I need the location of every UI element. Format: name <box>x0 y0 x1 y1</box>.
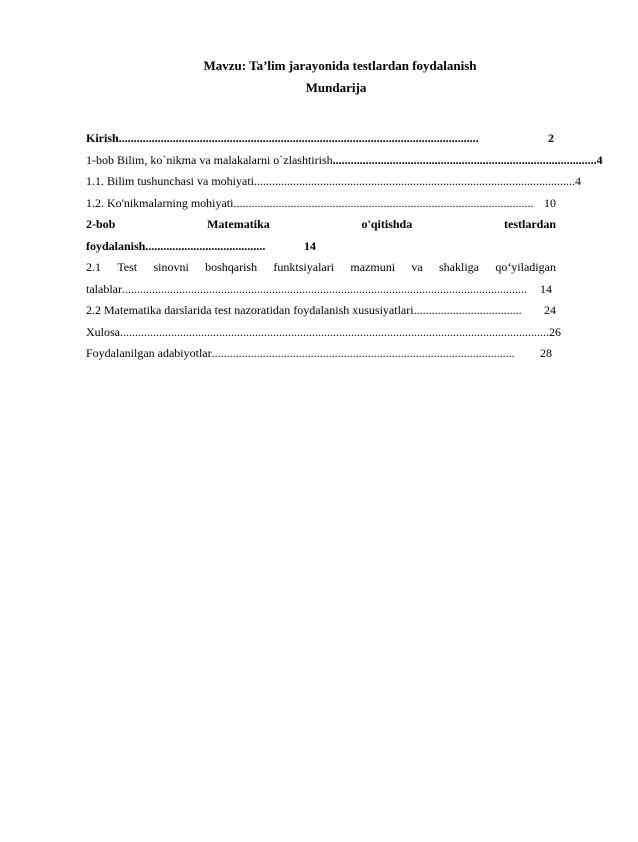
toc-entry-2-1-line-2 <box>86 279 552 301</box>
toc-entry-label: Kirish <box>86 131 119 145</box>
toc-leader-dots: ........................................ <box>145 238 266 253</box>
toc-leader-dots: .................................................................................................... <box>233 195 534 210</box>
toc-entry-references <box>86 343 552 365</box>
toc-entry-kirish <box>86 128 554 150</box>
toc-word: 2-bob <box>86 217 116 231</box>
toc-leader-dots: ............................................................................................................................................... <box>120 324 549 339</box>
toc-page-number: 14 <box>304 238 316 253</box>
toc-entry-label: foydalanish <box>86 238 146 253</box>
toc-page-number: 2 <box>548 131 554 145</box>
toc-leader-dots: ....................................................................................................................................... <box>121 281 527 296</box>
toc-entry-label: 1.2. Ko'nikmalarning mohiyati <box>86 195 234 210</box>
toc-word: mazmuni <box>350 260 396 274</box>
toc-page-number: 14 <box>540 281 552 296</box>
toc-page-number: 4 <box>596 152 603 167</box>
toc-word: Matematika <box>207 217 270 231</box>
toc-word: testlardan <box>504 217 556 231</box>
toc-leader-dots: ........................................................................................................................ <box>118 131 479 145</box>
toc-leader-dots: ..................................................................................................... <box>211 346 515 360</box>
toc-page-number: 24 <box>544 303 556 317</box>
toc-entry-label: Foydalanilgan adabiyotlar <box>86 346 212 360</box>
toc-word: boshqarish <box>205 260 258 274</box>
toc-entry-2-1-line-1 <box>86 257 556 279</box>
document-title: Mavzu: Ta’lim jarayonida testlardan foydalanish <box>203 58 477 73</box>
toc-word: 2.1 <box>86 260 101 274</box>
toc-leader-dots: .................................... <box>413 303 522 317</box>
toc-leader-dots: ........................................................................................................... <box>254 174 575 188</box>
toc-entry-1-1 <box>86 171 581 193</box>
toc-entry-label: 1.1. Bilim tushunchasi va mohiyati <box>86 174 254 188</box>
toc-leader-dots: ........................................................................................ <box>332 152 597 167</box>
toc-page-number: 28 <box>540 346 552 360</box>
toc-entry-label: 1-bob Bilim, ko`nikma va malakalarni o`zlashtirish <box>86 152 333 167</box>
toc-word: shakliga <box>439 260 479 274</box>
toc-word: funktsiyalari <box>273 260 335 274</box>
toc-entry-label: Xulosa <box>86 324 120 339</box>
toc-page-number: 10 <box>544 195 556 210</box>
toc-word: sinovni <box>153 260 189 274</box>
toc-entry-label: talablar <box>86 281 122 296</box>
toc-page-number: 26 <box>549 324 561 339</box>
toc-word: o'qitishda <box>361 217 413 231</box>
toc-word: Test <box>117 260 138 274</box>
toc-entry-2-2 <box>86 300 556 322</box>
toc-entry-xulosa <box>86 322 561 344</box>
toc-entry-chapter-1 <box>86 150 603 172</box>
toc-entry-chapter-2-line-1 <box>86 214 556 236</box>
toc-word: qo‘yiladigan <box>495 260 556 274</box>
toc-entry-label: 2.2 Matematika darslarida test nazoratidan foydalanish xususiyatlari <box>86 303 414 317</box>
toc-heading: Mundarija <box>305 80 367 95</box>
toc-entry-1-2 <box>86 193 556 215</box>
toc-page-number: 4 <box>575 174 581 188</box>
toc-word: va <box>411 260 423 274</box>
toc-entry-chapter-2-line-2 <box>86 236 316 258</box>
table-of-contents <box>86 128 603 365</box>
